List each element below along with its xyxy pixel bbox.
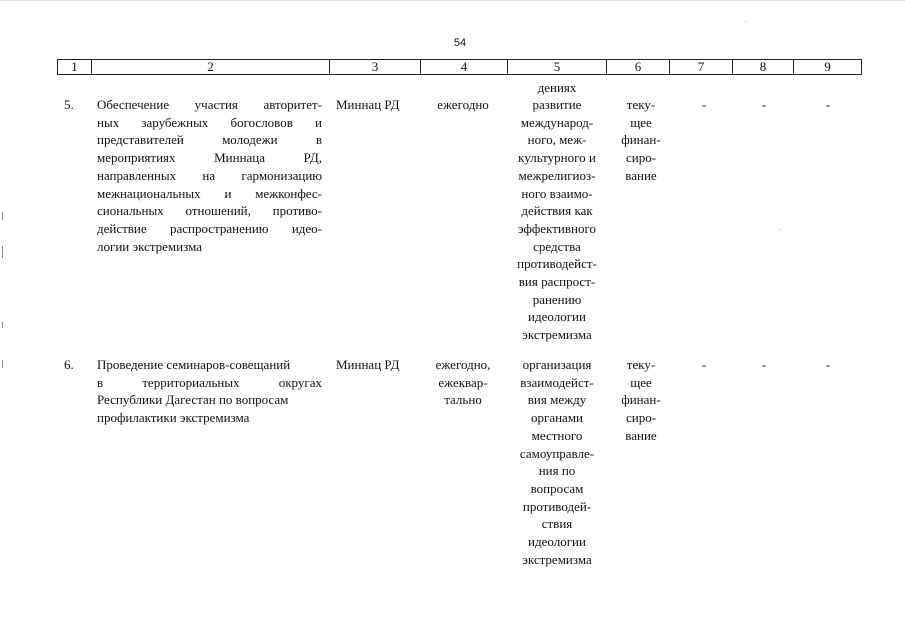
row-6-col-9: - (825, 357, 831, 372)
row-5-result-line: идеологии (528, 309, 586, 325)
row-5-result-line: эффективного (518, 220, 596, 236)
carryover-text: дениях (537, 80, 577, 95)
row-5-result-line: ного взаимо- (521, 185, 593, 201)
row-5-period (420, 96, 506, 114)
row-6-result-line: ствия (541, 516, 573, 532)
row-5-result-line: культурного и (518, 150, 596, 166)
row-5-activity-line: представителей молодежи в (97, 132, 322, 148)
scan-speck (745, 21, 746, 22)
header-col-7: 7 (670, 60, 733, 75)
header-col-5: 5 (508, 60, 607, 75)
row-6-result-line: органами (530, 410, 583, 426)
row-5-col-9: - (825, 97, 831, 112)
row-5-result-line: международ- (520, 114, 594, 130)
row-5-result-line: ранению (532, 291, 582, 307)
scan-mark (2, 360, 3, 368)
row-5-number: 5. (64, 97, 74, 112)
row-6-result-line: противодей- (522, 498, 592, 514)
row-6-result-line: экстремизма (522, 551, 592, 567)
scan-mark (2, 246, 3, 258)
row-5-result-line: развитие (532, 97, 582, 112)
row-6-financing-line: щее (630, 374, 652, 390)
row-5-activity-line: межнациональных и межконфес- (97, 185, 322, 201)
row-5-result-line: ного, меж- (527, 132, 587, 148)
row-5-activity-line: ных зарубежных богословов и (97, 114, 322, 130)
row-6-period-line: ежеквар- (438, 374, 488, 390)
row-5-col-8: - (761, 97, 767, 112)
row-5-col-7: - (701, 97, 707, 112)
row-6-financing (610, 356, 672, 445)
row-5-financing-line: щее (630, 114, 652, 130)
scan-mark (2, 322, 3, 328)
row-6-result-line: самоуправле- (519, 445, 595, 461)
row-6-result-line: взаимодейст- (520, 374, 594, 390)
row-5-financing-line: теку- (626, 97, 656, 112)
row-5-result-line: противодейст- (517, 256, 597, 272)
row-5-activity-line: логии экстремизма (97, 238, 202, 254)
row-5-financing-line: сиро- (625, 150, 657, 166)
row-5-period-line: ежегодно (437, 97, 489, 112)
row-6-result-line: идеологии (528, 534, 586, 550)
row-5-activity-line: действие распространению идео- (97, 220, 322, 236)
row-5-result-line: средства (533, 238, 581, 254)
row-6-period-line: ежегодно, (435, 357, 491, 372)
row-6-financing-line: сиро- (625, 410, 657, 426)
row-6-number: 6. (64, 357, 74, 372)
column-number-header (57, 59, 862, 75)
row-5-activity-line: Обеспечение участия авторитет- (97, 97, 322, 112)
row-6-period (420, 356, 506, 409)
row-6-activity-line: Республики Дагестан по вопросам (97, 392, 289, 408)
scan-speck (779, 229, 780, 230)
row-5-financing (610, 96, 672, 185)
row-6-financing-line: вание (625, 427, 657, 443)
row-6-activity-line: в территориальных округах (97, 374, 322, 390)
row-5-result (508, 96, 606, 344)
row-6-executor: Миннац РД (336, 357, 400, 372)
row-6-result-line: организация (522, 357, 592, 372)
row-6-result (508, 356, 606, 568)
row-6-financing-line: финан- (621, 392, 661, 408)
row-6-activity-line: профилактики экстремизма (97, 410, 250, 426)
scan-edge (0, 0, 905, 1)
row-5-financing-line: финан- (621, 132, 661, 148)
row-5-activity (97, 96, 322, 255)
scan-mark (2, 212, 3, 220)
header-col-8: 8 (733, 60, 794, 75)
header-col-3: 3 (330, 60, 421, 75)
page-number: 54 (453, 37, 467, 49)
row-5-activity-line: сиональных отношений, противо- (97, 203, 322, 219)
row-6-period-line: тально (444, 392, 482, 408)
row-5-financing-line: вание (625, 167, 657, 183)
header-col-9: 9 (794, 60, 862, 75)
row-5-result-line: действия как (521, 203, 593, 219)
row-6-result-line: ния по (538, 463, 576, 479)
row-5-result-line: экстремизма (522, 327, 592, 343)
row-6-activity-line: Проведение семинаров-совещаний (97, 357, 291, 372)
row-5-executor: Миннац РД (336, 97, 400, 112)
header-col-4: 4 (421, 60, 508, 75)
row-6-activity (97, 356, 322, 427)
row-5-activity-line: мероприятиях Миннаца РД, (97, 150, 322, 166)
row-6-result-line: местного (531, 427, 583, 443)
header-col-1: 1 (58, 60, 92, 75)
row-6-result-line: вия между (527, 392, 587, 408)
row-5-result-line: вия распрост- (518, 274, 596, 290)
row-6-financing-line: теку- (626, 357, 656, 372)
row-5-activity-line: направленных на гармонизацию (97, 167, 322, 183)
row-6-result-line: вопросам (530, 480, 584, 496)
row-6-col-7: - (701, 357, 707, 372)
row-6-col-8: - (761, 357, 767, 372)
row-5-result-line: межрелигиоз- (518, 167, 596, 183)
header-col-2: 2 (92, 60, 330, 75)
header-col-6: 6 (607, 60, 670, 75)
